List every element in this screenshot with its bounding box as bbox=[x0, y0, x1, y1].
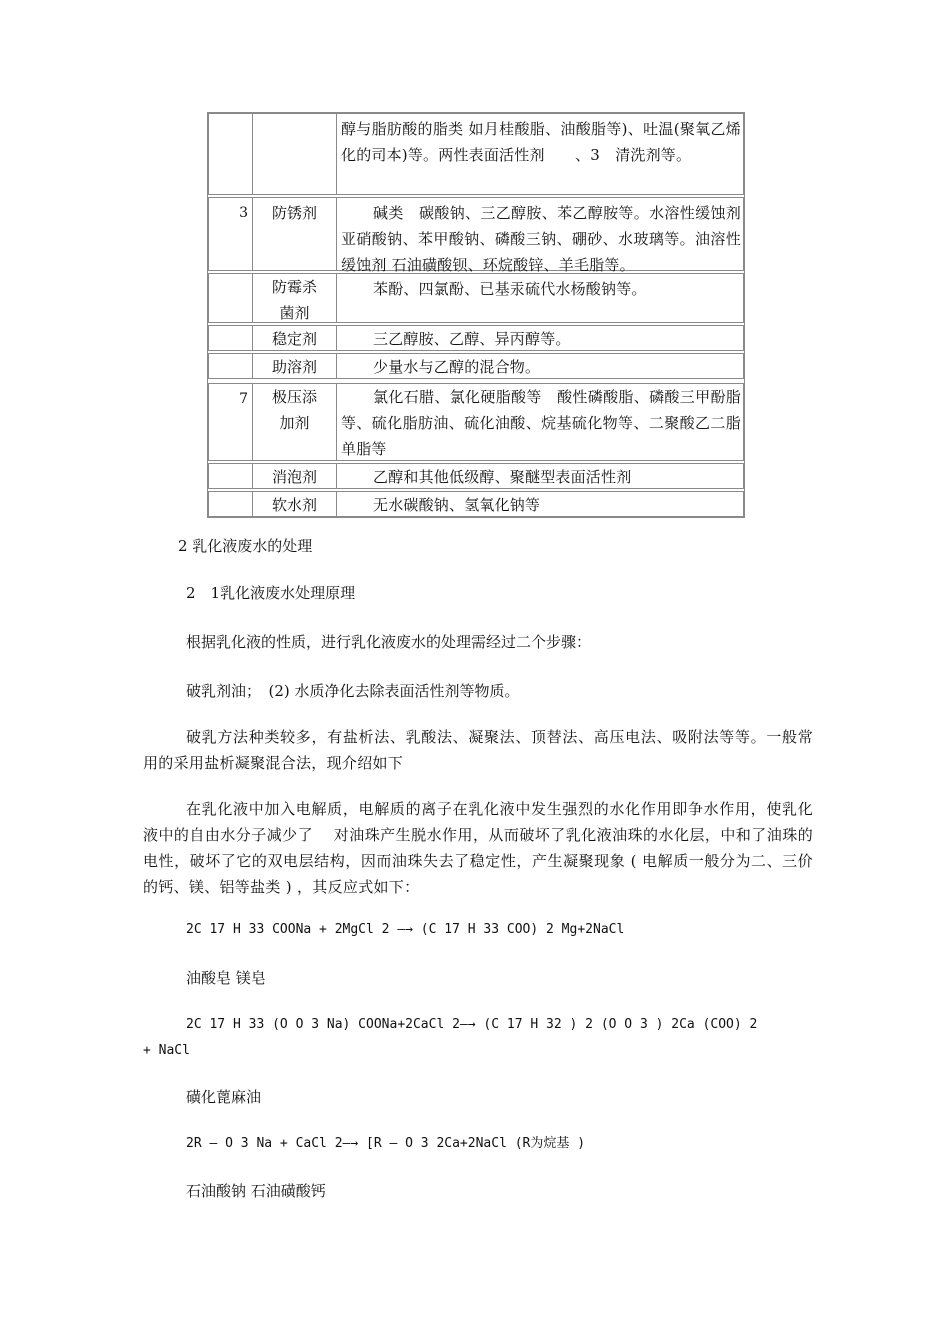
row-number: 7 bbox=[209, 384, 253, 460]
row-number: 3 bbox=[209, 198, 253, 270]
table-row bbox=[208, 273, 744, 323]
additive-description: 乙醇和其他低级醇、聚醚型表面活性剂 bbox=[373, 468, 632, 486]
table-row bbox=[208, 325, 744, 351]
reaction-equation: 2C 17 H 33 COONa + 2MgCl 2 —→ (C 17 H 33 COO) 2 Mg+2NaCl bbox=[186, 922, 625, 937]
additive-name bbox=[253, 114, 337, 194]
additive-description: 苯酚、四氯酚、已基汞硫代水杨酸钠等。 bbox=[373, 280, 647, 298]
equation-label: 磺化蓖麻油 bbox=[186, 1088, 262, 1106]
table-row bbox=[208, 113, 744, 195]
equation-label: 油酸皂 镁皂 bbox=[186, 969, 266, 987]
equation-label: 石油酸钠 石油磺酸钙 bbox=[186, 1182, 326, 1200]
additive-name: 防锈剂 bbox=[253, 198, 337, 270]
additive-name: 稳定剂 bbox=[253, 326, 337, 350]
table-row bbox=[208, 383, 744, 461]
reaction-equation: 2R — O 3 Na + CaCl 2—→ [R — O 3 2Ca+2NaCl (R为烷基 ) bbox=[186, 1136, 586, 1151]
reaction-equation-continuation: + NaCl bbox=[143, 1043, 190, 1058]
additive-name: 助溶剂 bbox=[253, 354, 337, 378]
row-number bbox=[209, 354, 253, 378]
subsection-heading: 2 1乳化液废水处理原理 bbox=[186, 584, 356, 602]
additive-description: 碱类 碳酸钠、三乙醇胺、苯乙醇胺等。水溶性缓蚀剂 亚硝酸钠、苯甲酸钠、磷酸三钠、硼砂、水玻璃等。油溶性缓蚀剂 石油磺酸钡、环烷酸锌、羊毛脂等。 bbox=[341, 204, 741, 274]
additive-description: 少量水与乙醇的混合物。 bbox=[373, 358, 541, 376]
table-row bbox=[208, 463, 744, 489]
additive-name: 软水剂 bbox=[253, 492, 337, 516]
row-number bbox=[209, 326, 253, 350]
section-heading: 2 乳化液废水的处理 bbox=[178, 537, 313, 555]
table-row bbox=[208, 491, 744, 517]
reaction-equation: 2C 17 H 33 (O O 3 Na) COONa+2CaCl 2—→ (C 17 H 32 ) 2 (O O 3 ) 2Ca (COO) 2 bbox=[186, 1017, 758, 1032]
additive-description: 三乙醇胺、乙醇、异丙醇等。 bbox=[373, 330, 571, 348]
table-row bbox=[208, 197, 744, 274]
additives-table bbox=[207, 112, 745, 518]
additive-name: 极压添加剂 bbox=[253, 384, 337, 460]
row-number bbox=[209, 464, 253, 488]
row-number bbox=[209, 114, 253, 194]
additive-name: 防霉杀菌剂 bbox=[253, 274, 337, 322]
additive-description: 无水碳酸钠、氢氧化钠等 bbox=[373, 496, 541, 514]
row-number bbox=[209, 492, 253, 516]
paragraph: 破乳剂油； (2) 水质净化去除表面活性剂等物质。 bbox=[186, 682, 520, 700]
paragraph: 在乳化液中加入电解质，电解质的离子在乳化液中发生强烈的水化作用即争水作用，使乳化液中的自由水分子减少了 对油珠产生脱水作用，从而破坏了乳化液油珠的水化层，中和了油珠的电性，破坏了它的双电层结构，因而油珠失去了稳定性，产生凝聚现象 ( 电解质一般分为二、三价的钙、镁、铝等盐类 ) ，其反应式如下： bbox=[143, 800, 813, 896]
additive-description: 醇与脂肪酸的脂类 如月桂酸脂、油酸脂等)、吐温(聚氧乙烯化的司本)等。两性表面活性剂 、3 清洗剂等。 bbox=[341, 120, 741, 164]
additive-name: 消泡剂 bbox=[253, 464, 337, 488]
paragraph: 破乳方法种类较多，有盐析法、乳酸法、凝聚法、顶替法、高压电法、吸附法等等。一般常用的采用盐析凝聚混合法，现介绍如下 bbox=[143, 728, 813, 772]
paragraph: 根据乳化液的性质，进行乳化液废水的处理需经过二个步骤： bbox=[186, 633, 592, 651]
additive-description: 氯化石腊、氯化硬脂酸等 酸性磷酸脂、磷酸三甲酚脂等、硫化脂肪油、硫化油酸、烷基硫化物等、二聚酸乙二脂单脂等 bbox=[341, 388, 741, 458]
row-number bbox=[209, 274, 253, 322]
table-row bbox=[208, 353, 744, 379]
